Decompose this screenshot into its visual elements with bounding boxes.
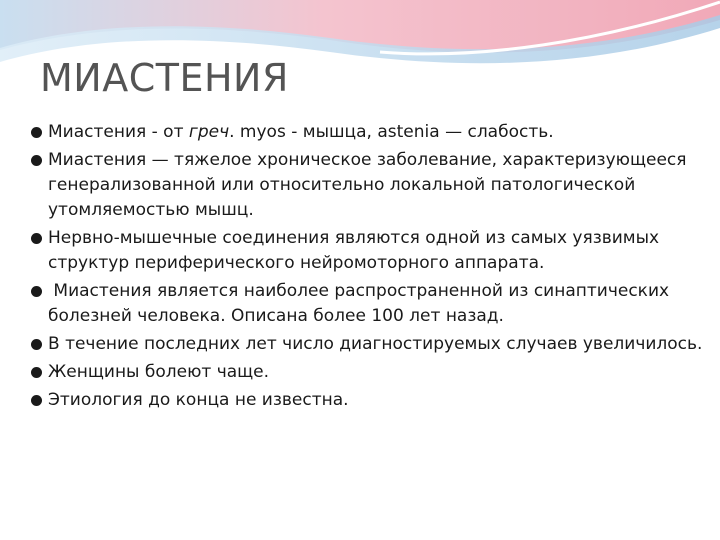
page-title: МИАСТЕНИЯ xyxy=(40,56,289,100)
bullet-text-pre: Миастения - от xyxy=(48,122,189,142)
bullet-text: Нервно-мышечные соединения являются одной из самых уязвимых структур периферического нейромоторного аппарата. xyxy=(48,228,660,273)
list-item xyxy=(28,226,708,276)
bullet-icon xyxy=(31,339,42,350)
bullet-icon xyxy=(31,155,42,166)
bullet-text: В течение последних лет число диагностируемых случаев увеличилось. xyxy=(48,334,703,354)
bullet-text-italic: греч xyxy=(188,122,230,142)
bullet-icon xyxy=(31,286,42,297)
list-item xyxy=(28,360,708,385)
list-item xyxy=(28,120,708,145)
bullet-list xyxy=(28,120,708,416)
bullet-text-post: . myos - мышца, astenia — слабость. xyxy=(229,122,554,142)
list-item xyxy=(28,332,708,357)
bullet-icon xyxy=(31,367,42,378)
list-item xyxy=(28,148,708,223)
bullet-icon xyxy=(31,233,42,244)
bullet-text: Этиология до конца не известна. xyxy=(48,390,349,410)
bullet-text: Миастения является наиболее распространенной из синаптических болезней человека. Описана более 100 лет назад. xyxy=(48,281,675,326)
list-item xyxy=(28,388,708,413)
bullet-text: Женщины болеют чаще. xyxy=(48,362,270,382)
bullet-icon xyxy=(31,395,42,406)
list-item xyxy=(28,279,708,329)
bullet-icon xyxy=(31,127,42,138)
bullet-text: Миастения — тяжелое хроническое заболевание, характеризующееся генерализованной или относительно локальной патологической утомляемостью мышц. xyxy=(48,150,687,220)
